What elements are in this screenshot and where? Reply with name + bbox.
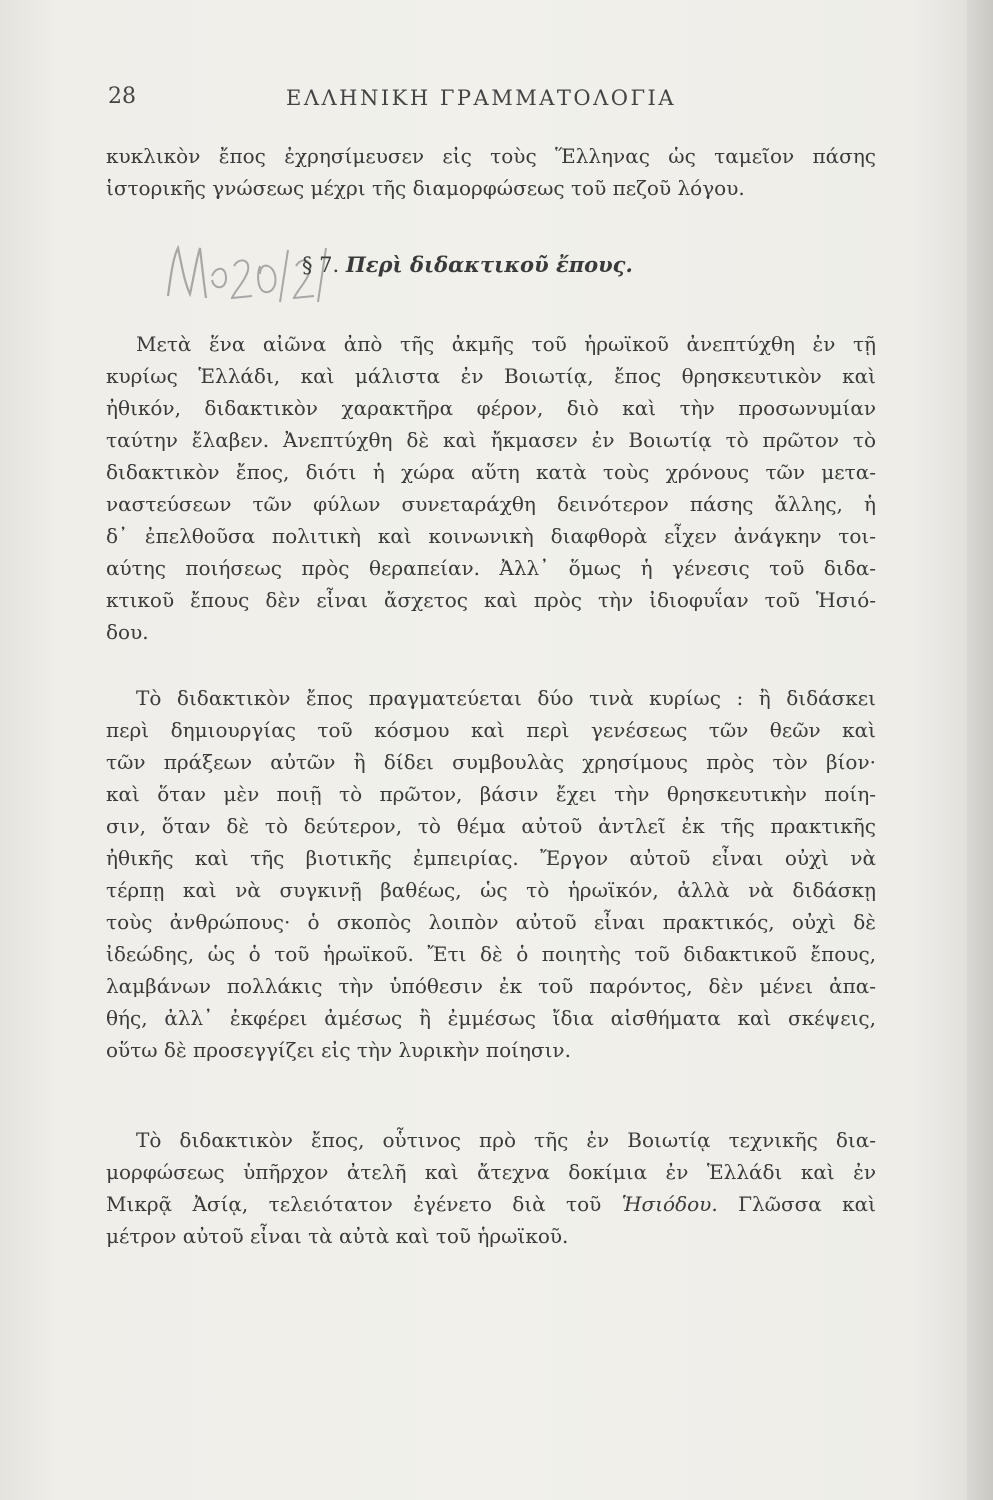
text-line: διδακτικὸν ἔπος, διότι ἡ χώρα αὕτη κατὰ τοὺς χρόνους τῶν μετα- bbox=[106, 460, 876, 484]
text-line: ταύτην ἔλαβεν. Ἀνεπτύχθη δὲ καὶ ἤκμασεν ἐν Βοιωτίᾳ τὸ πρῶτον τὸ bbox=[106, 428, 876, 452]
text-line: κυκλικὸν ἔπος ἐχρησίμευσεν εἰς τοὺς Ἕλληνας ὡς ταμεῖον πάσης bbox=[106, 144, 876, 168]
section-title: Περὶ διδακτικοῦ ἔπους. bbox=[345, 252, 633, 277]
text-line: αύτης ποιήσεως πρὸς θεραπείαν. Ἀλλ᾽ ὅμως ἡ γένεσις τοῦ διδα- bbox=[106, 556, 876, 580]
text-fragment: Γλῶσσα καὶ bbox=[738, 1192, 876, 1216]
text-line: σιν, ὅταν δὲ τὸ δεύτερον, τὸ θέμα αὐτοῦ ἀντλεῖ ἐκ τῆς πρακτικῆς bbox=[106, 814, 876, 838]
paragraph-2 bbox=[106, 328, 876, 648]
paragraph-1 bbox=[106, 140, 876, 204]
text-line: περὶ δημιουργίας τοῦ κόσμου καὶ περὶ γενέσεως τῶν θεῶν καὶ bbox=[106, 718, 876, 742]
text-line: ἱστορικῆς γνώσεως μέχρι τῆς διαμορφώσεως τοῦ πεζοῦ λόγου. bbox=[106, 176, 745, 200]
text-line: κτικοῦ ἔπους δὲν εἶναι ἄσχετος καὶ πρὸς τὴν ἰδιοφυΐαν τοῦ Ἡσιό- bbox=[106, 588, 876, 612]
text-line: θής, ἀλλ᾽ ἐκφέρει ἀμέσως ἢ ἐμμέσως ἴδια αἰσθήματα καὶ σκέψεις, bbox=[106, 1006, 876, 1030]
text-line: ναστεύσεων τῶν φύλων συνεταράχθη δεινότερον πάσης ἄλλης, ἡ bbox=[106, 492, 876, 516]
text-line: τοὺς ἀνθρώπους· ὁ σκοπὸς λοιπὸν αὐτοῦ εἶναι πρακτικός, οὐχὶ δὲ bbox=[106, 910, 876, 934]
text-line: ἰδεώδης, ὡς ὁ τοῦ ἡρωϊκοῦ. Ἔτι δὲ ὁ ποιητὴς τοῦ διδακτικοῦ ἔπους, bbox=[106, 942, 876, 966]
text-line: ἠθικόν, διδακτικὸν χαρακτῆρα φέρον, διὸ καὶ τὴν προσωνυμίαν bbox=[106, 396, 876, 420]
text-line: τῶν πράξεων αὐτῶν ἢ δίδει συμβουλὰς χρησίμους πρὸς τὸν βίον· bbox=[106, 750, 876, 774]
page-number: 28 bbox=[108, 84, 136, 109]
text-fragment: Μικρᾷ Ἀσίᾳ, τελειότατον ἐγένετο διὰ τοῦ bbox=[106, 1192, 602, 1216]
text-line: δ᾽ ἐπελθοῦσα πολιτικὴ καὶ κοινωνικὴ διαφθορὰ εἶχεν ἀνάγκην τοι- bbox=[106, 524, 876, 548]
paragraph-3 bbox=[106, 682, 876, 1066]
text-line: Τὸ διδακτικὸν ἔπος, οὗτινος πρὸ τῆς ἐν Βοιωτίᾳ τεχνικῆς δια- bbox=[136, 1128, 876, 1152]
text-line: μέτρον αὐτοῦ εἶναι τὰ αὐτὰ καὶ τοῦ ἡρωϊκοῦ. bbox=[106, 1224, 569, 1248]
text-line: ἠθικῆς καὶ τῆς βιοτικῆς ἐμπειρίας. Ἔργον αὐτοῦ εἶναι οὐχὶ νὰ bbox=[106, 846, 876, 870]
section-heading bbox=[302, 252, 633, 277]
running-title: ΕΛΛΗΝΙΚΗ ΓΡΑΜΜΑΤΟΛΟΓΙΑ bbox=[286, 86, 676, 110]
page-header bbox=[108, 84, 878, 124]
text-line: λαμβάνων πολλάκις τὴν ὑπόθεσιν ἐκ τοῦ παρόντος, δὲν μένει ἀπα- bbox=[106, 974, 876, 998]
paragraph-4 bbox=[106, 1124, 876, 1252]
page-edge-shadow bbox=[967, 0, 993, 1500]
text-line bbox=[106, 1188, 876, 1220]
text-line: δου. bbox=[106, 620, 149, 644]
text-line: Τὸ διδακτικὸν ἔπος πραγματεύεται δύο τινὰ κυρίως : ἢ διδάσκει bbox=[136, 686, 876, 710]
text-line: μορφώσεως ὑπῆρχον ἀτελῆ καὶ ἄτεχνα δοκίμια ἐν Ἑλλάδι καὶ ἐν bbox=[106, 1160, 876, 1184]
text-line: κυρίως Ἑλλάδι, καὶ μάλιστα ἐν Βοιωτίᾳ, ἔπος θρησκευτικὸν καὶ bbox=[106, 364, 876, 388]
text-line: καὶ ὅταν μὲν ποιῇ τὸ πρῶτον, βάσιν ἔχει τὴν θρησκευτικὴν ποίη- bbox=[106, 782, 876, 806]
text-line: Μετὰ ἕνα αἰῶνα ἀπὸ τῆς ἀκμῆς τοῦ ἡρωϊκοῦ ἀνεπτύχθη ἐν τῇ bbox=[136, 332, 876, 356]
text-line: οὕτω δὲ προσεγγίζει εἰς τὴν λυρικὴν ποίησιν. bbox=[106, 1038, 571, 1062]
text-line: τέρπῃ καὶ νὰ συγκινῇ βαθέως, ὡς τὸ ἡρωϊκόν, ἀλλὰ νὰ διδάσκῃ bbox=[106, 878, 876, 902]
section-number: § 7. bbox=[302, 253, 340, 277]
author-name: Ἡσιόδου. bbox=[621, 1192, 718, 1216]
